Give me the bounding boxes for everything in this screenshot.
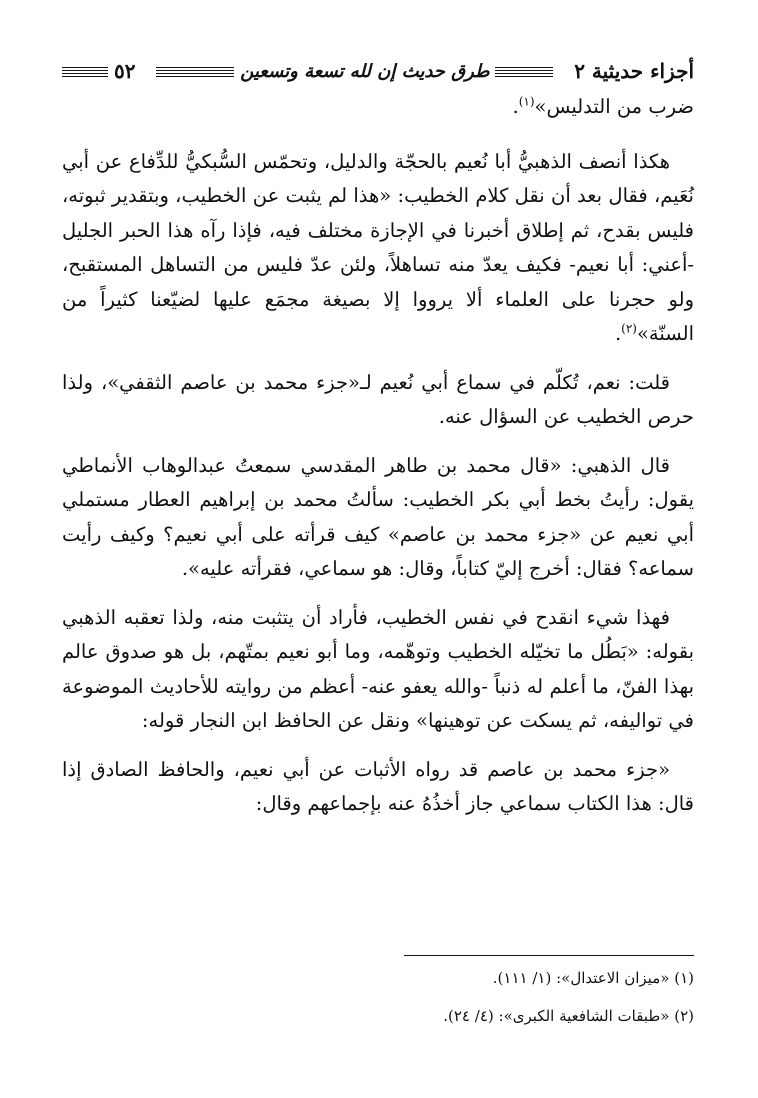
paragraph-tail: .: [512, 95, 519, 118]
footnote-text: «طبقات الشافعية الكبرى»: (٤/ ٢٤).: [443, 1007, 670, 1025]
footnote-ref: (٢): [621, 321, 637, 336]
paragraph: [62, 366, 694, 435]
hatch-ornament: [495, 65, 553, 77]
paragraph-text: قال الذهبي: «قال محمد بن طاهر المقدسي سمعتُ عبدالوهاب الأنماطي يقول: رأيتُ بخط أبي بكر الخطيب: سألتُ محمد بن إبراهيم العطار مستملي أبي نعيم عن «جزء محمد بن عاصم» كيف قرأته على أبي نعيم؟ وكيف رأيت سماعه؟ فقال: أخرج إليّ كتاباً، وقال: هو سماعي، فقرأته عليه».: [62, 453, 694, 580]
paragraph: [62, 145, 694, 352]
page-number: ٥٢: [114, 59, 136, 83]
paragraph: [62, 449, 694, 587]
header-series-title-group: [574, 59, 694, 83]
header-book-title-group: [156, 61, 553, 82]
paragraph-text: قلت: نعم، تُكلّم في سماع أبي نُعيم لـ«جزء محمد بن عاصم الثقفي»، ولذا حرص الخطيب عن السؤال عنه.: [62, 370, 694, 428]
header-page-number-group: [62, 59, 135, 83]
footnote: [62, 964, 694, 992]
footnote-mark: (١): [674, 969, 694, 987]
paragraph-text: هكذا أنصف الذهبيُّ أبا نُعيم بالحجّة والدليل، وتحمّس السُّبكيُّ للدِّفاع عن أبي نُعَيم، فقال بعد أن نقل كلام الخطيب: «هذا لم يثبت عن الخطيب، وبتقدير ثبوته، فليس بقدح، ثم إطلاق أخبرنا في الإجازة مختلف فيه، فإذا رآه هذا الحبر الجليل -أعني: أبا نعيم- فكيف يعدّ منه تساهلاً، ولئن عدّ فليس من التساهل المستقبح، ولو حجرنا على العلماء ألا يرووا إلا بصيغة مجمَع عليها لضيّعنا كثيراً من السنّة»: [62, 149, 694, 345]
footnotes: [62, 955, 694, 1040]
footnote-mark: (٢): [674, 1007, 694, 1025]
book-title: طرق حديث إن لله تسعة وتسعين: [240, 60, 490, 82]
paragraph-tail: .: [614, 322, 622, 345]
hatch-ornament: [62, 65, 108, 77]
footnote-text: «ميزان الاعتدال»: (١/ ١١١).: [492, 969, 670, 987]
hatch-ornament: [156, 65, 234, 77]
paragraph-text: «جزء محمد بن عاصم قد رواه الأثبات عن أبي نعيم، والحافظ الصادق إذا قال: هذا الكتاب سماعي جاز أخذُهُ عنه بإجماعهم وقال:: [62, 757, 694, 815]
footnote-divider: [404, 955, 694, 956]
footnote: [62, 1002, 694, 1030]
running-header: [62, 54, 694, 88]
paragraph: [62, 601, 694, 739]
paragraph-text: ضرب من التدليس»: [534, 95, 694, 118]
main-text: [62, 90, 694, 822]
paragraph-text: فهذا شيء انقدح في نفس الخطيب، فأراد أن يتثبت منه، ولذا تعقبه الذهبي بقوله: «بَطُل ما تخيّله الخطيب وتوهّمه، وما أبو نعيم بمتّهم، بل هو صدوق عالم بهذا الفنّ، ما أعلم له ذنباً -والله يعفو عنه- أعظم من روايته للأحاديث الموضوعة في تواليفه، ثم يسكت عن توهينها» ونقل عن الحافظ ابن النجار قوله:: [62, 605, 694, 732]
page: [62, 54, 694, 822]
paragraph: [62, 753, 694, 822]
footnote-ref: (١): [518, 94, 535, 109]
paragraph: [62, 90, 694, 125]
series-title: أجزاء حديثية ٢: [574, 59, 694, 83]
